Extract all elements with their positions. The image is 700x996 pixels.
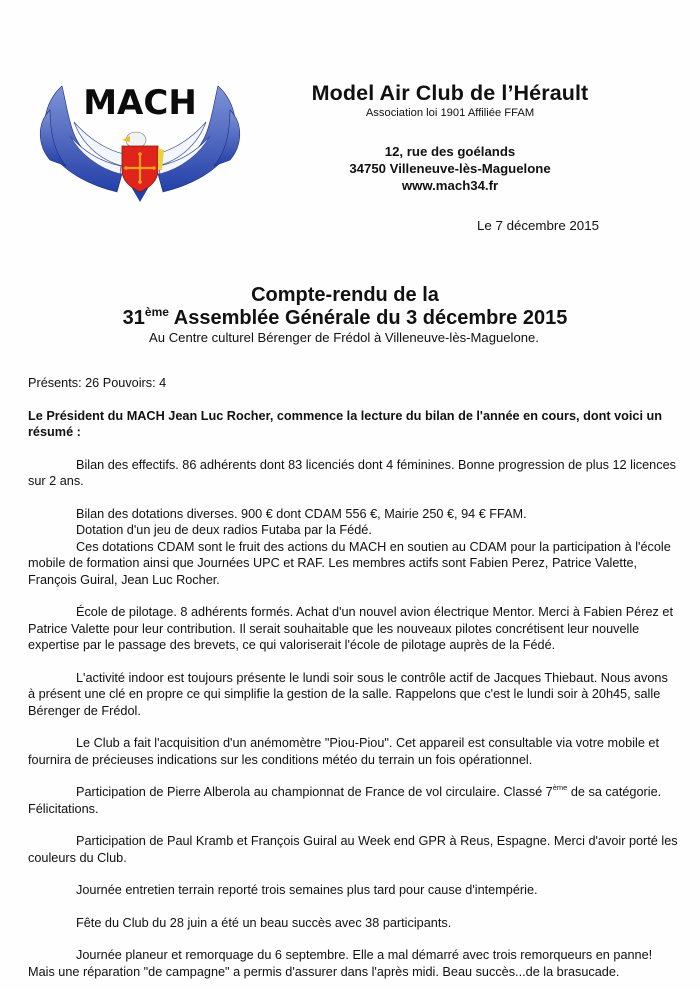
club-name: Model Air Club de l’Hérault xyxy=(311,81,589,105)
address-city: 34750 Villeneuve-lès-Maguelone xyxy=(349,161,551,176)
paragraph-cdam: Ces dotations CDAM sont le fruit des actions du MACH en soutien au CDAM pour la participation à l'école mobile de formation ainsi que Journées UPC et RAF. Les membres actifs sont Fabien Perez, Patrice Valette, François Guiral, Jean Luc Rocher. xyxy=(28,539,671,587)
attendance: Présents: 26 Pouvoirs: 4 xyxy=(28,376,167,390)
paragraph-fete: Fête du Club du 28 juin a été un beau succès avec 38 participants. xyxy=(76,915,452,930)
logo-text: MACH xyxy=(83,83,197,123)
ordinal-suffix: ème xyxy=(144,305,169,319)
mach-logo xyxy=(22,74,258,204)
paragraph-alberola: Participation de Pierre Alberola au championnat de France de vol circulaire. Classé 7ème de sa catégorie. Félicitations. xyxy=(28,783,662,816)
intro-paragraph: Le Président du MACH Jean Luc Rocher, commence la lecture du bilan de l'année en cours, dont voici un résumé : xyxy=(28,408,663,439)
website-link[interactable]: www.mach34.fr xyxy=(401,178,499,193)
paragraph-entretien: Journée entretien terrain reporté trois semaines plus tard pour cause d'intempérie. xyxy=(76,883,538,897)
title-line-2 xyxy=(0,307,700,330)
paragraph-ecole: École de pilotage. 8 adhérents formés. Achat d'un nouvel avion électrique Mentor. Merci à Fabien Pérez et Patrice Valette pour leur contribution. Il serait souhaitable que les nouveaux pilotes concrétisent leur nouvelle expertise par le passage des brevets, ce qui valoriserait l'école de pilotage auprès de la Fédé. xyxy=(28,605,673,652)
title-line-1: Compte-rendu de la xyxy=(251,284,439,306)
document-title xyxy=(0,284,700,346)
club-header xyxy=(270,80,630,194)
paragraph-anemometre: Le Club a fait l'acquisition d'un anémomètre "Piou-Piou". Cet appareil est consultable via votre mobile et fournira de précieuses indications sur les conditions météo du terrain un fois opérationnel. xyxy=(28,736,659,767)
paragraph-indoor: L'activité indoor est toujours présente le lundi soir sous le contrôle actif de Jacques Thiebaut. Nous avons à présent une clé en propre ce qui simplifie la gestion de la salle. Rappelons que c'est le lundi soir à 20h45, salle Bérenger de Frédol. xyxy=(28,670,668,718)
paragraph-radios: Dotation d'un jeu de deux radios Futaba par la Fédé. xyxy=(76,523,372,537)
title-subtitle: Au Centre culturel Bérenger de Frédol à Villeneuve-lès-Maguelone. xyxy=(149,330,539,345)
document-date: Le 7 décembre 2015 xyxy=(477,218,599,233)
paragraph-dotations: Bilan des dotations diverses. 900 € dont CDAM 556 €, Mairie 250 €, 94 € FFAM. xyxy=(76,506,527,521)
assembly-number: 31 xyxy=(122,307,145,329)
association-line: Association loi 1901 Affiliée FFAM xyxy=(365,107,535,119)
paragraph-effectifs: Bilan des effectifs. 86 adhérents dont 83 licenciés dont 4 féminines. Bonne progression de plus 12 licences sur 2 ans. xyxy=(28,457,676,488)
address-street: 12, rue des goélands xyxy=(384,144,516,159)
paragraph-planeur: Journée planeur et remorquage du 6 septembre. Elle a mal démarré avec trois remorqueurs en panne! Mais une réparation "de campagne" a permis d'assurer dans l'après midi. Beau succès...de la brasucade. xyxy=(28,948,653,979)
document-body xyxy=(28,375,678,996)
assembly-title: Assemblée Générale du 3 décembre 2015 xyxy=(168,307,568,329)
winged-shield-icon xyxy=(22,74,258,204)
club-address xyxy=(270,143,630,194)
paragraph-reus: Participation de Paul Kramb et François Guiral au Week end GPR à Reus, Espagne. Merci d'avoir porté les couleurs du Club. xyxy=(28,834,678,865)
